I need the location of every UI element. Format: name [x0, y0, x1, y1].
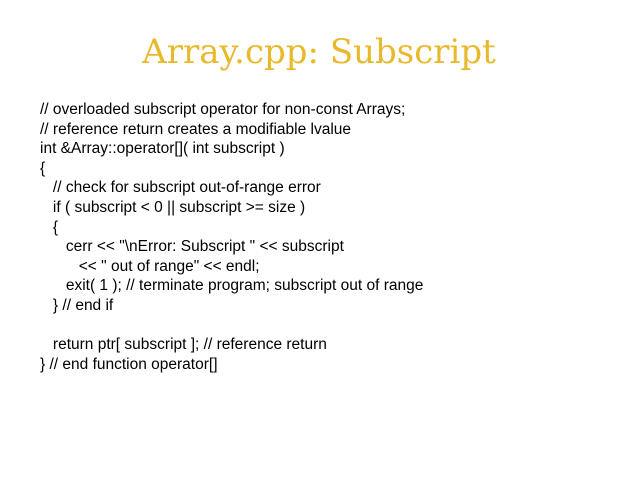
code-line: int &Array::operator[]( int subscript ) — [40, 140, 285, 158]
code-line: << " out of range" << endl; — [40, 257, 260, 275]
code-line: } // end if — [40, 296, 114, 314]
code-line: if ( subscript < 0 || subscript >= size ) — [40, 198, 306, 216]
code-line: // check for subscript out-of-range error — [40, 179, 321, 197]
code-line: } // end function operator[] — [40, 355, 218, 373]
slide-title: Array.cpp: Subscript — [142, 32, 496, 72]
code-line: // overloaded subscript operator for non-const Arrays; — [40, 101, 406, 118]
code-line: exit( 1 ); // terminate program; subscript out of range — [40, 277, 424, 295]
code-line: cerr << "\nError: Subscript " << subscript — [40, 238, 344, 256]
code-block — [40, 100, 630, 374]
code-line-blank — [40, 316, 630, 336]
code-line: return ptr[ subscript ]; // reference return — [40, 336, 327, 354]
code-line: { — [40, 159, 46, 177]
code-line: { — [40, 218, 59, 236]
code-line: // reference return creates a modifiable lvalue — [40, 120, 352, 138]
